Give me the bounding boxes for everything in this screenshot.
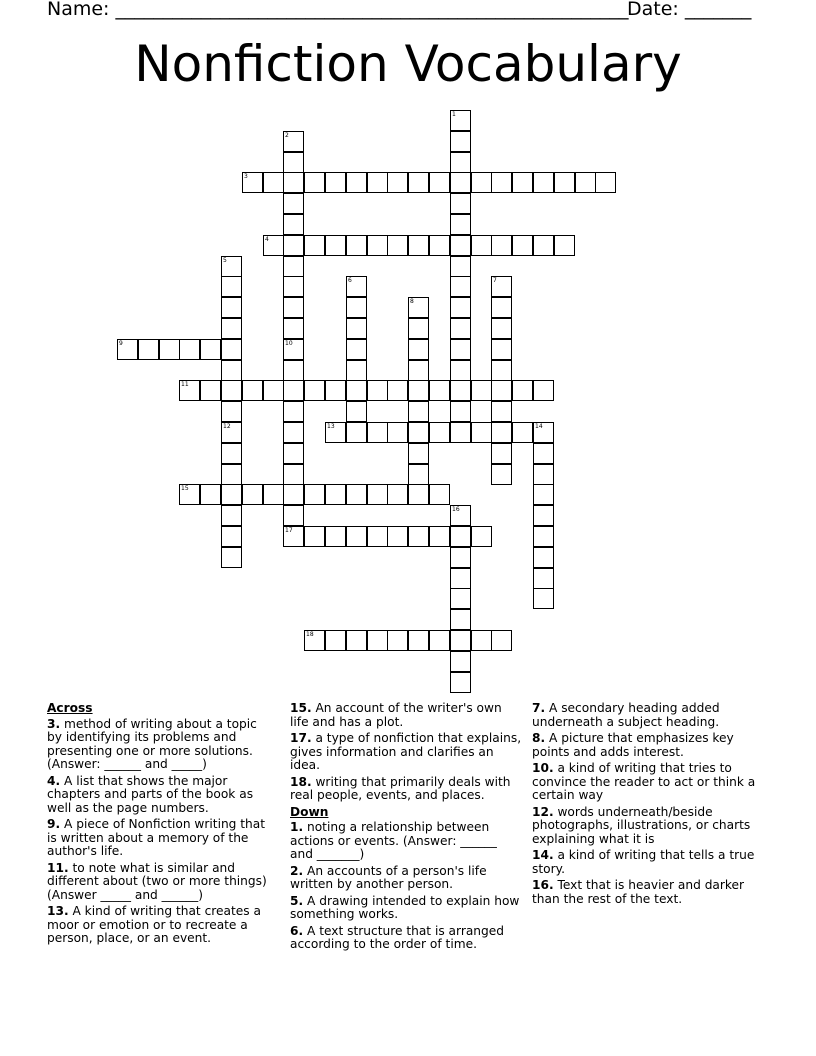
grid-cell[interactable]	[387, 630, 408, 651]
grid-cell[interactable]	[346, 360, 367, 381]
grid-cell[interactable]	[304, 235, 325, 256]
grid-cell[interactable]	[221, 484, 242, 505]
grid-cell[interactable]	[450, 152, 471, 173]
grid-cell[interactable]	[346, 484, 367, 505]
grid-cell[interactable]	[408, 235, 429, 256]
grid-cell[interactable]	[325, 380, 346, 401]
grid-cell[interactable]	[263, 172, 284, 193]
grid-cell[interactable]	[346, 401, 367, 422]
grid-cell[interactable]	[367, 380, 388, 401]
grid-cell[interactable]	[491, 401, 512, 422]
grid-cell[interactable]	[429, 484, 450, 505]
grid-cell[interactable]	[491, 422, 512, 443]
grid-cell[interactable]	[491, 172, 512, 193]
grid-cell[interactable]	[491, 360, 512, 381]
clue-number: 1	[452, 111, 456, 118]
grid-cell[interactable]	[221, 360, 242, 381]
grid-cell[interactable]	[283, 380, 304, 401]
clue-across-4: 4. A list that shows the major chapters and parts of the book as well as the page numbers.	[47, 773, 254, 815]
grid-cell[interactable]	[408, 360, 429, 381]
grid-cell[interactable]	[491, 318, 512, 339]
grid-cell[interactable]	[387, 526, 408, 547]
grid-cell[interactable]	[283, 401, 304, 422]
grid-cell[interactable]	[471, 422, 492, 443]
grid-cell[interactable]	[346, 526, 367, 547]
grid-cell[interactable]	[533, 422, 554, 443]
grid-cell[interactable]	[242, 380, 263, 401]
grid-cell[interactable]	[367, 630, 388, 651]
clue-number: 8	[410, 298, 414, 305]
grid-cell[interactable]	[450, 505, 471, 526]
grid-cell[interactable]	[595, 172, 616, 193]
grid-cell[interactable]	[221, 380, 242, 401]
grid-cell[interactable]	[283, 193, 304, 214]
grid-cell[interactable]	[325, 172, 346, 193]
clue-down-14: 14. a kind of writing that tells a true story.	[532, 848, 755, 876]
grid-cell[interactable]	[471, 380, 492, 401]
grid-cell[interactable]	[221, 464, 242, 485]
grid-cell[interactable]	[346, 422, 367, 443]
grid-cell[interactable]	[387, 380, 408, 401]
grid-cell[interactable]	[408, 464, 429, 485]
clue-across-11: 11. to note what is similar and different about (two or more things) (Answer _____ and ______)	[47, 860, 267, 902]
grid-cell[interactable]	[179, 484, 200, 505]
clue-number: 7	[493, 277, 497, 284]
grid-cell[interactable]	[367, 172, 388, 193]
grid-cell[interactable]	[533, 526, 554, 547]
grid-cell[interactable]	[367, 422, 388, 443]
grid-cell[interactable]	[138, 339, 159, 360]
clues-column-2	[290, 702, 522, 955]
grid-cell[interactable]	[429, 526, 450, 547]
grid-cell[interactable]	[512, 380, 533, 401]
grid-cell[interactable]	[450, 172, 471, 193]
grid-cell[interactable]	[221, 256, 242, 277]
grid-cell[interactable]	[450, 588, 471, 609]
grid-cell[interactable]	[283, 318, 304, 339]
grid-cell[interactable]	[346, 318, 367, 339]
grid-cell[interactable]	[242, 172, 263, 193]
grid-cell[interactable]	[450, 401, 471, 422]
grid-cell[interactable]	[408, 526, 429, 547]
grid-cell[interactable]	[575, 172, 596, 193]
grid-cell[interactable]	[283, 360, 304, 381]
grid-cell[interactable]	[283, 214, 304, 235]
clue-number: 11	[181, 381, 189, 388]
grid-cell[interactable]	[491, 443, 512, 464]
grid-cell[interactable]	[346, 380, 367, 401]
grid-cell[interactable]	[283, 235, 304, 256]
grid-cell[interactable]	[387, 172, 408, 193]
clue-number: 3	[244, 173, 248, 180]
grid-cell[interactable]	[283, 256, 304, 277]
grid-cell[interactable]	[429, 235, 450, 256]
clue-number: 18	[306, 631, 314, 638]
date-field-label: Date: _______	[627, 0, 752, 20]
grid-cell[interactable]	[283, 172, 304, 193]
grid-cell[interactable]	[221, 547, 242, 568]
grid-cell[interactable]	[408, 318, 429, 339]
grid-cell[interactable]	[304, 172, 325, 193]
clue-across-9: 9. A piece of Nonfiction writing that is written about a memory of the author's life.	[47, 817, 266, 858]
clue-number: 2	[285, 132, 289, 139]
clue-across-17: 17. a type of nonfiction that explains, gives information and clarifies an idea.	[290, 731, 522, 772]
clue-number: 14	[535, 423, 543, 430]
clue-number: 10	[285, 340, 293, 347]
grid-cell[interactable]	[283, 443, 304, 464]
grid-cell[interactable]	[450, 360, 471, 381]
grid-cell[interactable]	[512, 172, 533, 193]
grid-cell[interactable]	[408, 380, 429, 401]
grid-cell[interactable]	[283, 276, 304, 297]
grid-cell[interactable]	[554, 172, 575, 193]
grid-cell[interactable]	[450, 422, 471, 443]
grid-cell[interactable]	[304, 484, 325, 505]
grid-cell[interactable]	[533, 568, 554, 589]
grid-cell[interactable]	[325, 422, 346, 443]
grid-cell[interactable]	[387, 422, 408, 443]
grid-cell[interactable]	[450, 110, 471, 131]
grid-cell[interactable]	[387, 484, 408, 505]
grid-cell[interactable]	[533, 235, 554, 256]
clue-down-8: 8. A picture that emphasizes key points and adds interest.	[532, 731, 734, 759]
grid-cell[interactable]	[221, 401, 242, 422]
grid-cell[interactable]	[450, 339, 471, 360]
grid-cell[interactable]	[450, 672, 471, 693]
clue-down-16: 16. Text that is heavier and darker than the rest of the text.	[532, 878, 745, 906]
grid-cell[interactable]	[346, 339, 367, 360]
grid-cell[interactable]	[533, 505, 554, 526]
grid-cell[interactable]	[325, 235, 346, 256]
grid-cell[interactable]	[221, 339, 242, 360]
grid-cell[interactable]	[471, 526, 492, 547]
grid-cell[interactable]	[450, 526, 471, 547]
grid-cell[interactable]	[512, 235, 533, 256]
grid-cell[interactable]	[221, 297, 242, 318]
clue-down-7: 7. A secondary heading added underneath a subject heading.	[532, 701, 720, 729]
grid-cell[interactable]	[450, 630, 471, 651]
grid-cell[interactable]	[450, 276, 471, 297]
grid-cell[interactable]	[533, 547, 554, 568]
grid-cell[interactable]	[450, 318, 471, 339]
grid-cell[interactable]	[283, 484, 304, 505]
clue-down-6: 6. A text structure that is arranged according to the order of time.	[290, 923, 504, 951]
grid-cell[interactable]	[408, 297, 429, 318]
grid-cell[interactable]	[346, 297, 367, 318]
clue-down-10: 10. a kind of writing that tries to convince the reader to act or think a certain way	[532, 761, 756, 802]
grid-cell[interactable]	[408, 339, 429, 360]
clue-number: 6	[348, 277, 352, 284]
page-title: Nonfiction Vocabulary	[134, 35, 682, 93]
grid-cell[interactable]	[450, 214, 471, 235]
grid-cell[interactable]	[263, 484, 284, 505]
grid-cell[interactable]	[408, 401, 429, 422]
grid-cell[interactable]	[387, 235, 408, 256]
grid-cell[interactable]	[283, 422, 304, 443]
clue-across-3: 3. method of writing about a topic by identifying its problems and presenting one or more solutions. (Answer: ______ and _____)	[47, 716, 257, 771]
grid-cell[interactable]	[429, 380, 450, 401]
grid-cell[interactable]	[512, 422, 533, 443]
grid-cell[interactable]	[283, 297, 304, 318]
clue-number: 16	[452, 506, 460, 513]
grid-cell[interactable]	[283, 339, 304, 360]
clue-down-2: 2. An accounts of a person's life written by another person.	[290, 863, 487, 891]
grid-cell[interactable]	[471, 630, 492, 651]
grid-cell[interactable]	[325, 630, 346, 651]
grid-cell[interactable]	[450, 193, 471, 214]
grid-cell[interactable]	[200, 380, 221, 401]
grid-cell[interactable]	[491, 297, 512, 318]
clue-down-12: 12. words underneath/beside photographs, illustrations, or charts explaining what it is	[532, 804, 751, 846]
grid-cell[interactable]	[408, 172, 429, 193]
grid-cell[interactable]	[159, 339, 180, 360]
grid-cell[interactable]	[450, 131, 471, 152]
grid-cell[interactable]	[450, 235, 471, 256]
grid-cell[interactable]	[221, 443, 242, 464]
grid-cell[interactable]	[263, 380, 284, 401]
grid-cell[interactable]	[429, 422, 450, 443]
grid-cell[interactable]	[283, 505, 304, 526]
clue-number: 17	[285, 527, 293, 534]
grid-cell[interactable]	[200, 484, 221, 505]
clue-down-1: 1. noting a relationship between actions or events. (Answer: ______ and _______)	[290, 820, 497, 861]
grid-cell[interactable]	[533, 484, 554, 505]
grid-cell[interactable]	[429, 630, 450, 651]
grid-cell[interactable]	[283, 526, 304, 547]
grid-cell[interactable]	[346, 172, 367, 193]
grid-cell[interactable]	[554, 235, 575, 256]
grid-cell[interactable]	[408, 443, 429, 464]
grid-cell[interactable]	[367, 484, 388, 505]
grid-cell[interactable]	[450, 380, 471, 401]
clue-number: 9	[119, 340, 123, 347]
grid-cell[interactable]	[200, 339, 221, 360]
clue-number: 15	[181, 485, 189, 492]
grid-cell[interactable]	[242, 484, 263, 505]
across-heading: Across	[47, 701, 93, 715]
grid-cell[interactable]	[221, 505, 242, 526]
grid-cell[interactable]	[179, 339, 200, 360]
grid-cell[interactable]	[471, 235, 492, 256]
grid-cell[interactable]	[450, 256, 471, 277]
grid-cell[interactable]	[179, 380, 200, 401]
grid-cell[interactable]	[283, 131, 304, 152]
grid-cell[interactable]	[533, 172, 554, 193]
grid-cell[interactable]	[533, 443, 554, 464]
grid-cell[interactable]	[533, 464, 554, 485]
clue-number: 5	[223, 257, 227, 264]
grid-cell[interactable]	[221, 318, 242, 339]
grid-cell[interactable]	[450, 547, 471, 568]
grid-cell[interactable]	[491, 630, 512, 651]
grid-cell[interactable]	[491, 464, 512, 485]
grid-cell[interactable]	[263, 235, 284, 256]
clue-across-13: 13. A kind of writing that creates a moor or emotion or to recreate a person, place, or an event.	[47, 904, 261, 945]
grid-cell[interactable]	[221, 422, 242, 443]
clue-across-18: 18. writing that primarily deals with real people, events, and places.	[290, 774, 511, 802]
grid-cell[interactable]	[491, 276, 512, 297]
grid-cell[interactable]	[533, 380, 554, 401]
grid-cell[interactable]	[283, 464, 304, 485]
grid-cell[interactable]	[450, 568, 471, 589]
grid-cell[interactable]	[408, 422, 429, 443]
grid-cell[interactable]	[450, 609, 471, 630]
grid-cell[interactable]	[533, 588, 554, 609]
grid-cell[interactable]	[491, 235, 512, 256]
grid-cell[interactable]	[304, 630, 325, 651]
grid-cell[interactable]	[450, 297, 471, 318]
clue-number: 13	[327, 423, 335, 430]
grid-cell[interactable]	[491, 380, 512, 401]
clues-column-3	[532, 702, 768, 909]
grid-cell[interactable]	[304, 526, 325, 547]
name-field-label: Name: ______________________________________________________	[47, 0, 629, 20]
grid-cell[interactable]	[346, 235, 367, 256]
grid-cell[interactable]	[283, 152, 304, 173]
grid-cell[interactable]	[471, 172, 492, 193]
grid-cell[interactable]	[408, 630, 429, 651]
grid-cell[interactable]	[346, 276, 367, 297]
down-heading: Down	[290, 804, 329, 819]
grid-cell[interactable]	[304, 380, 325, 401]
clue-number: 4	[265, 236, 269, 243]
grid-cell[interactable]	[450, 651, 471, 672]
grid-cell[interactable]	[346, 630, 367, 651]
grid-cell[interactable]	[117, 339, 138, 360]
clues-column-1	[47, 702, 275, 949]
grid-cell[interactable]	[367, 526, 388, 547]
grid-cell[interactable]	[325, 526, 346, 547]
grid-cell[interactable]	[221, 526, 242, 547]
grid-cell[interactable]	[367, 235, 388, 256]
clue-down-5: 5. A drawing intended to explain how something works.	[290, 893, 520, 921]
clue-across-15: 15. An account of the writer's own life and has a plot.	[290, 701, 502, 729]
grid-cell[interactable]	[221, 276, 242, 297]
grid-cell[interactable]	[429, 172, 450, 193]
grid-cell[interactable]	[408, 484, 429, 505]
grid-cell[interactable]	[325, 484, 346, 505]
clue-number: 12	[223, 423, 231, 430]
grid-cell[interactable]	[491, 339, 512, 360]
